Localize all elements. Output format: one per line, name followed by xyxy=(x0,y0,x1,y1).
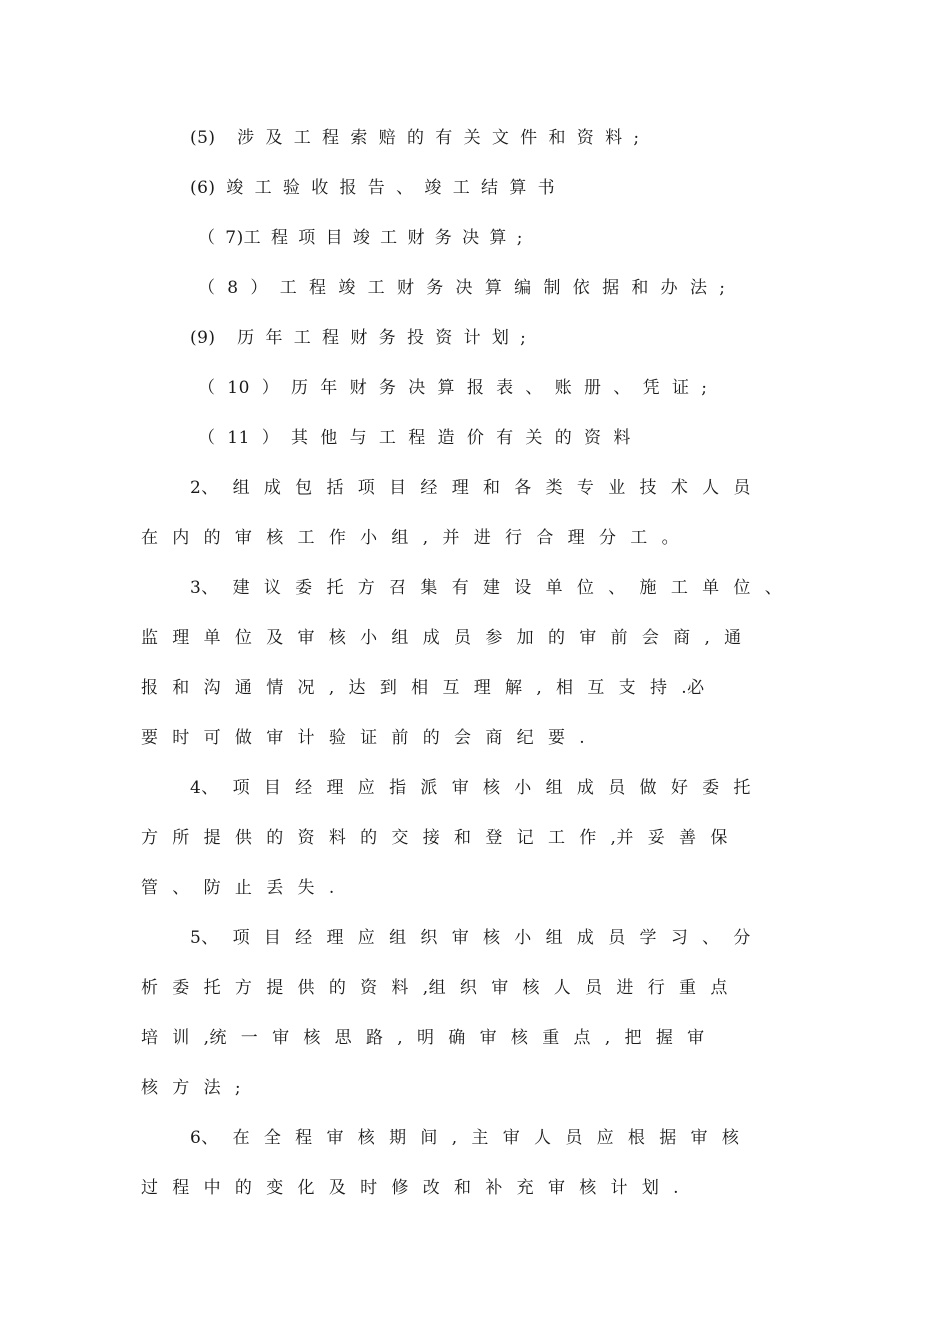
text-line: 管 、 防 止 丢 失 . xyxy=(141,878,335,898)
text-line: 5、 项 目 经 理 应 组 织 审 核 小 组 成 员 学 习 、 分 xyxy=(190,928,751,948)
text-line: 培 训 ,统 一 审 核 思 路 , 明 确 审 核 重 点 , 把 握 审 xyxy=(141,1028,705,1048)
text-line: 4、 项 目 经 理 应 指 派 审 核 小 组 成 员 做 好 委 托 xyxy=(190,778,751,798)
text-line: 在 内 的 审 核 工 作 小 组 , 并 进 行 合 理 分 工 。 xyxy=(141,528,680,548)
text-line: (9) 历 年 工 程 财 务 投 资 计 划 ; xyxy=(190,328,527,348)
text-line: (6) 竣 工 验 收 报 告 、 竣 工 结 算 书 xyxy=(190,178,556,198)
text-line: (5) 涉 及 工 程 索 赔 的 有 关 文 件 和 资 料 ; xyxy=(190,128,640,148)
text-line: （ 8 ） 工 程 竣 工 财 务 决 算 编 制 依 据 和 办 法 ; xyxy=(198,278,726,298)
text-line: （ 11 ） 其 他 与 工 程 造 价 有 关 的 资 料 xyxy=(198,428,631,448)
text-line: 3、 建 议 委 托 方 召 集 有 建 设 单 位 、 施 工 单 位 、 xyxy=(190,578,783,598)
text-line: 6、 在 全 程 审 核 期 间 , 主 审 人 员 应 根 据 审 核 xyxy=(190,1128,740,1148)
text-line: （ 7)工 程 项 目 竣 工 财 务 决 算 ; xyxy=(198,228,523,248)
text-line: 监 理 单 位 及 审 核 小 组 成 员 参 加 的 审 前 会 商 , 通 xyxy=(141,628,742,648)
text-line: 2、 组 成 包 括 项 目 经 理 和 各 类 专 业 技 术 人 员 xyxy=(190,478,751,498)
text-line: 过 程 中 的 变 化 及 时 修 改 和 补 充 审 核 计 划 . xyxy=(141,1178,680,1198)
text-line: （ 10 ） 历 年 财 务 决 算 报 表 、 账 册 、 凭 证 ; xyxy=(198,378,708,398)
text-line: 方 所 提 供 的 资 料 的 交 接 和 登 记 工 作 ,并 妥 善 保 xyxy=(141,828,728,848)
text-line: 要 时 可 做 审 计 验 证 前 的 会 商 纪 要 . xyxy=(141,728,586,748)
text-line: 报 和 沟 通 情 况 , 达 到 相 互 理 解 , 相 互 支 持 .必 xyxy=(141,678,705,698)
text-line: 析 委 托 方 提 供 的 资 料 ,组 织 审 核 人 员 进 行 重 点 xyxy=(141,978,728,998)
text-line: 核 方 法 ; xyxy=(141,1078,242,1098)
